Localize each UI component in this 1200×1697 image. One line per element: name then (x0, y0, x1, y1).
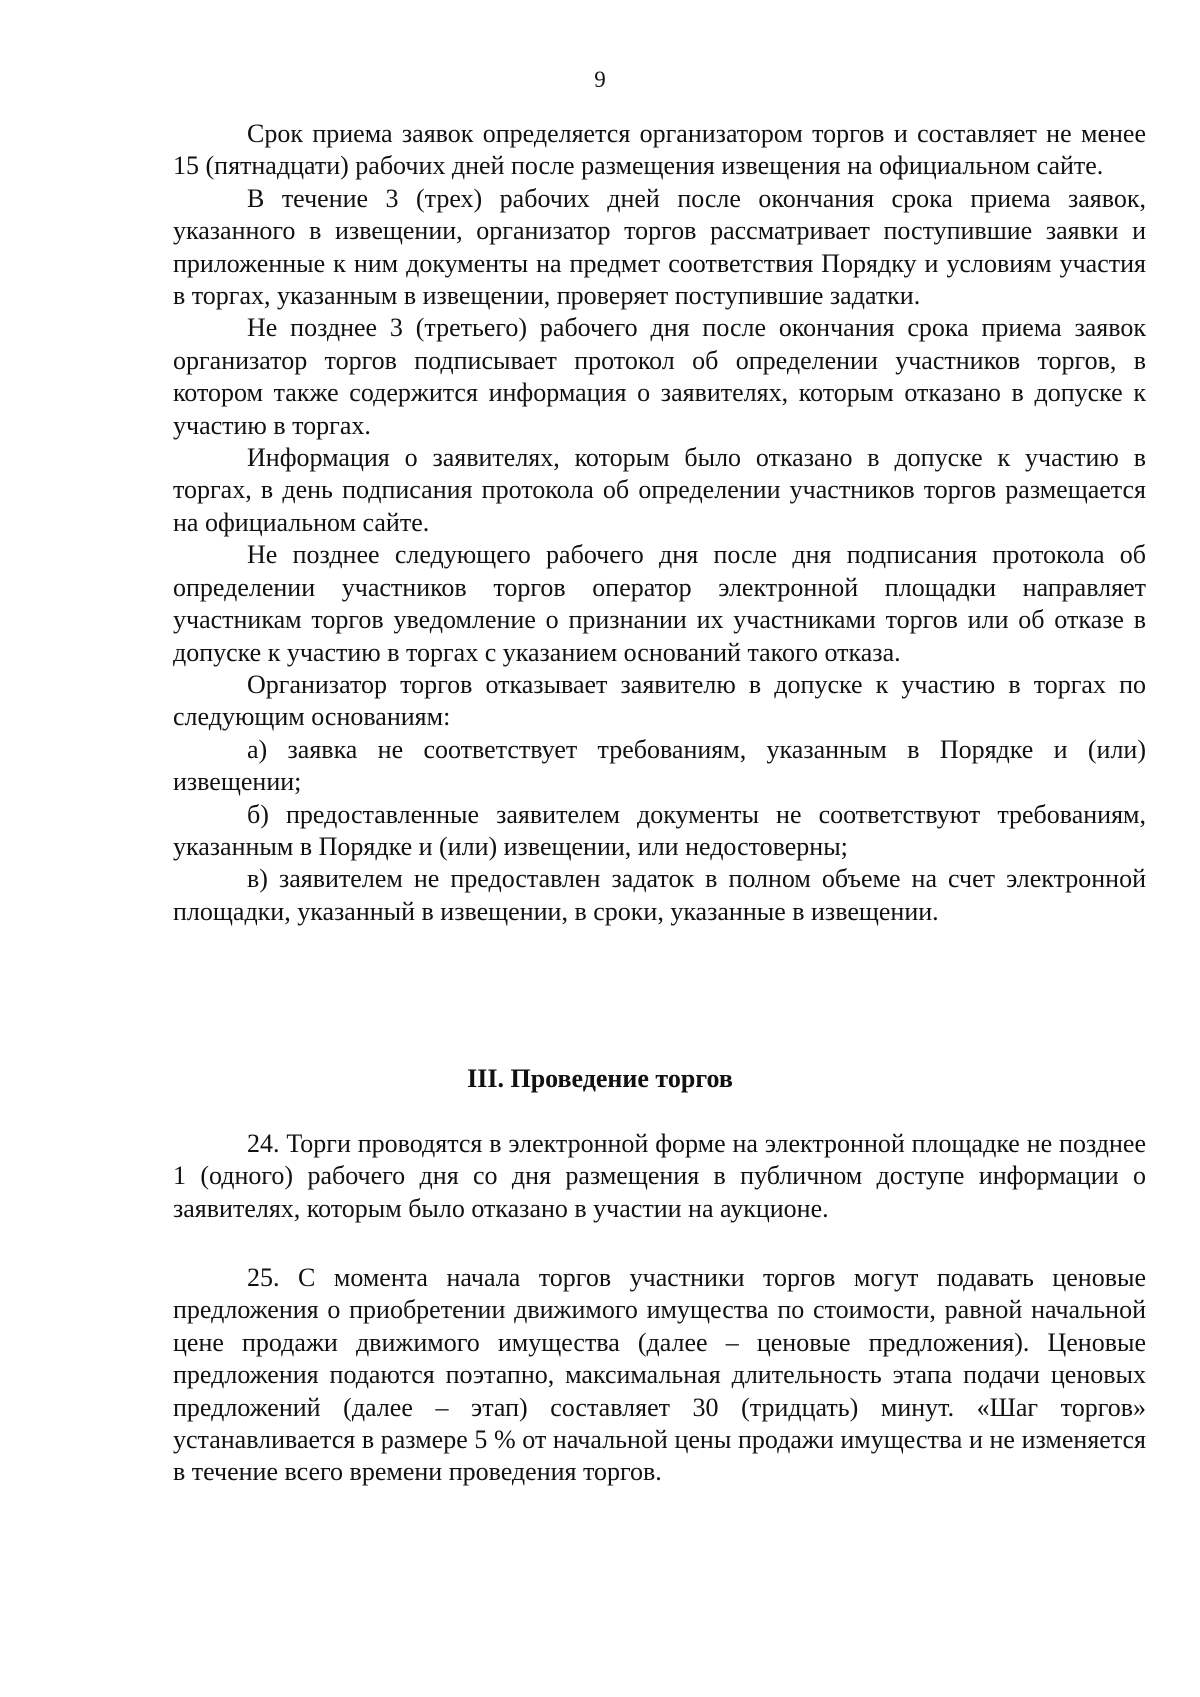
paragraph-participants-protocol: Не позднее 3 (третьего) рабочего дня после окончания срока приема заявок организатор торгов подписывает протокол об определении участников торгов, в котором также содержится информация о заявителях, которым отказано в допуске к участию в торгах. (173, 313, 1146, 440)
list-item-ground-c: в) заявителем не предоставлен задаток в полном объеме на счет электронной площадки, указанный в извещении, в сроки, указанные в извещении. (173, 864, 1146, 926)
document-body-upper (173, 118, 1146, 928)
paragraph-rejected-applicants-info: Информация о заявителях, которым было отказано в допуске к участию в торгах, в день подписания протокола об определении участников торгов размещается на официальном сайте. (173, 443, 1146, 537)
document-body-clause-25 (173, 1262, 1146, 1489)
list-item-ground-b: б) предоставленные заявителем документы не соответствуют требованиям, указанным в Порядке и (или) извещении, или недостоверны; (173, 799, 1146, 861)
paragraph-review-period: В течение 3 (трех) рабочих дней после окончания срока приема заявок, указанного в извещении, организатор торгов рассматривает поступившие заявки и приложенные к ним документы на предмет соответствия Порядку и условиям участия в торгах, указанным в извещении, проверяет поступившие задатки. (173, 183, 1146, 311)
paragraph-operator-notification: Не позднее следующего рабочего дня после дня подписания протокола об определении участников торгов оператор электронной площадки направляет участникам торгов уведомление о признании их участниками торгов или об отказе в допуске к участию в торгах с указанием оснований такого отказа. (173, 540, 1146, 667)
page-number: 9 (594, 67, 606, 92)
list-item-ground-a: а) заявка не соответствует требованиям, указанным в Порядке и (или) извещении; (173, 734, 1146, 797)
document-body-clause-24 (173, 1128, 1146, 1225)
paragraph-clause-24: 24. Торги проводятся в электронной форме на электронной площадке не позднее 1 (одного) рабочего дня со дня размещения в публичном доступе информации о заявителях, которым было отказано в участии на аукционе. (173, 1129, 1146, 1223)
paragraph-rejection-grounds-intro: Организатор торгов отказывает заявителю в допуске к участию в торгах по следующим основаниям: (173, 669, 1146, 732)
paragraph-application-deadline: Срок приема заявок определяется организатором торгов и составляет не менее 15 (пятнадцати) рабочих дней после размещения извещения на официальном сайте. (173, 119, 1146, 181)
section-heading: III. Проведение торгов (467, 1064, 733, 1093)
paragraph-clause-25: 25. С момента начала торгов участники торгов могут подавать ценовые предложения о приобретении движимого имущества по стоимости, равной начальной цене продажи движимого имущества (далее – ценовые предложения). Ценовые предложения подаются поэтапно, максимальная длительность этапа подачи ценовых предложений (далее – этап) составляет 30 (тридцать) минут. «Шаг торгов» устанавливается в размере 5 % от начальной цены продажи имущества и не изменяется в течение всего времени проведения торгов. (173, 1263, 1146, 1487)
